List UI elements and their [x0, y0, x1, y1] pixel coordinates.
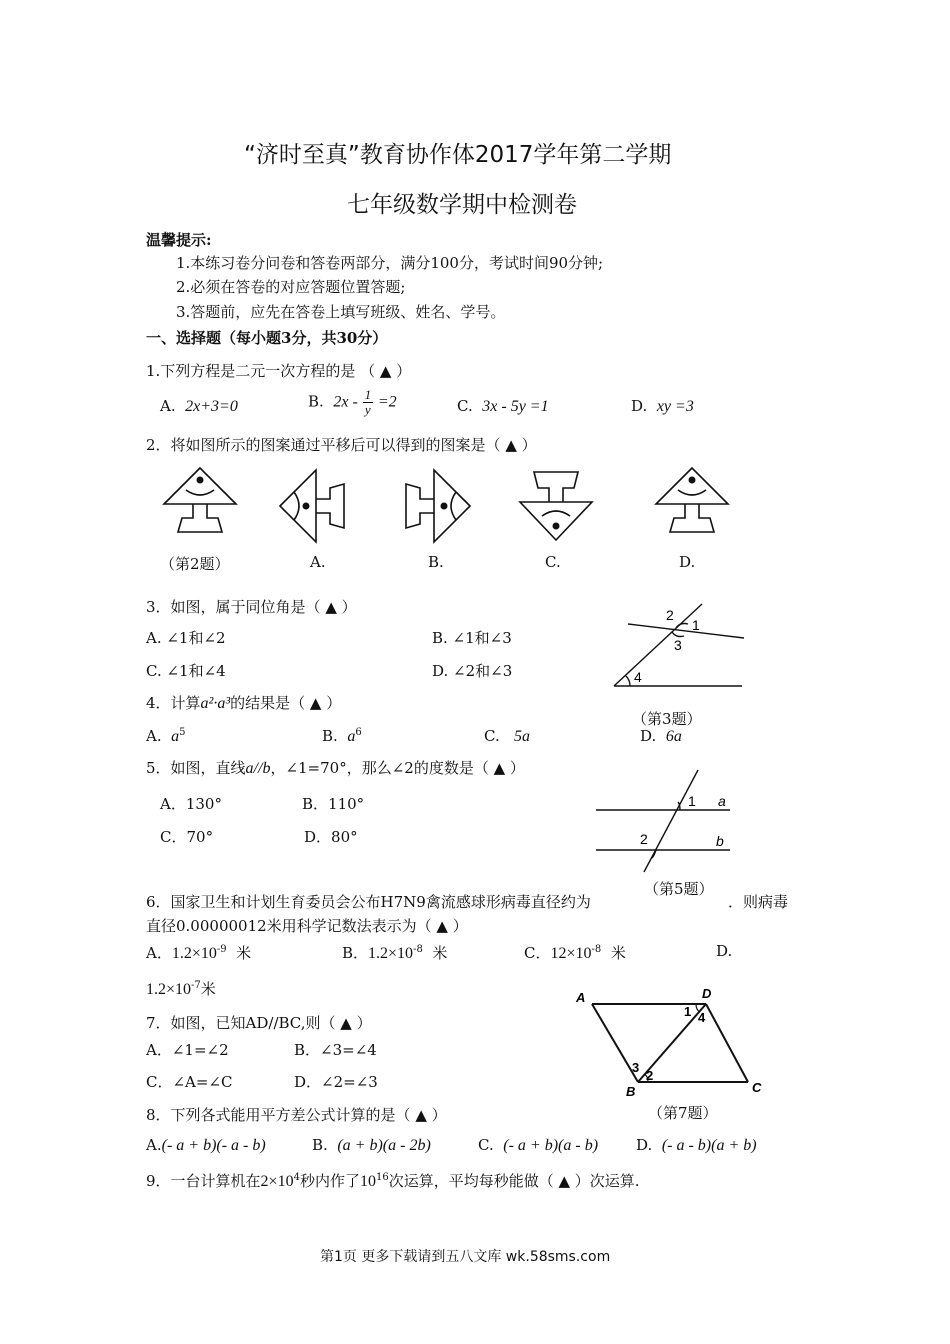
q3-stem: 3．如图，属于同位角是（ ▲ ）: [146, 598, 357, 616]
q9-stem-post: 次运算，平均每秒能做（ ▲ ）次运算.: [388, 1172, 640, 1190]
q7-fig-label-2: 2: [646, 1068, 654, 1083]
q2-caption-b: B.: [428, 553, 444, 571]
q1-a-math: 2x+3=0: [185, 398, 238, 415]
q9-stem-mid: 秒内作了: [299, 1172, 360, 1190]
q1-d-label: D.: [631, 397, 648, 415]
q2-figure-b: [400, 466, 472, 546]
q8-a-label: A.: [146, 1136, 162, 1154]
q1-option-c: [457, 397, 549, 416]
q8-c-label: C.: [478, 1136, 494, 1154]
q6-a-math: 1.2×10: [171, 945, 217, 962]
q6-option-d: [146, 978, 216, 999]
q4-a-base: a: [171, 728, 180, 745]
q4-d-math: 6a: [665, 728, 682, 745]
q3-figure: [610, 600, 750, 692]
q6-b-unit: 米: [432, 944, 448, 962]
q8-c-math: (- a + b)(a - b): [503, 1137, 599, 1154]
q3-option-a: A. ∠1和∠2: [146, 629, 226, 647]
q4-a-exp: 5: [179, 727, 186, 738]
q7-fig-label-4: 4: [698, 1010, 706, 1025]
q1-b-pre: 2x -: [333, 393, 358, 411]
q8-d-math: (- a - b)(a + b): [661, 1137, 757, 1154]
q1-b-fraction: [363, 388, 374, 417]
q6-option-d-label: D.: [716, 942, 733, 960]
q1-option-b: [308, 388, 397, 417]
q7-fig-label-D: D: [702, 986, 712, 1001]
q6-c-math: 12×10: [550, 945, 592, 962]
q5-option-c: C．70°: [160, 828, 214, 846]
q3-fig-label-3: 3: [674, 637, 682, 653]
q9-stem: [146, 1170, 640, 1191]
q1-option-a: [160, 397, 238, 416]
q2-figure-a: [278, 466, 350, 546]
q7-stem: 7．如图，已知AD//BC,则（ ▲ ）: [146, 1014, 372, 1032]
q7-caption: （第7题）: [648, 1104, 718, 1122]
q6-a-label: A．: [146, 944, 172, 962]
q7-option-b: B．∠3=∠4: [294, 1041, 377, 1059]
tips-label: 温馨提示:: [146, 231, 212, 249]
q5-fig-label-a: a: [718, 793, 726, 809]
exam-title-line2: 七年级数学期中检测卷: [347, 192, 577, 218]
q2-caption-c: C.: [545, 553, 561, 571]
q1-b-label: B.: [308, 392, 324, 411]
q4-d-label: D.: [640, 727, 657, 745]
tip-2: 2.必须在答卷的对应答题位置答题;: [176, 278, 406, 296]
q3-fig-label-4: 4: [634, 669, 642, 685]
tip-1: 1.本练习卷分问卷和答卷两部分，满分100分，考试时间90分钟;: [176, 254, 604, 272]
q2-caption-original: （第2题）: [160, 555, 230, 573]
q4-stem-math: a²·a³: [200, 695, 231, 712]
q9-math-1: 2×10: [260, 1173, 294, 1190]
q1-c-math: 3x - 5y =1: [482, 398, 549, 415]
q7-fig-label-B: B: [626, 1084, 636, 1099]
q8-a-math: (- a + b)(- a - b): [161, 1137, 266, 1154]
q1-b-post: =2: [377, 393, 397, 411]
q4-c-label: C.: [484, 727, 500, 745]
q3-option-d: D. ∠2和∠3: [432, 662, 513, 680]
q5-fig-label-2: 2: [640, 831, 648, 847]
q4-option-c: [484, 727, 530, 746]
q5-stem-pre: 5．如图，直线: [146, 759, 246, 777]
q6-option-c: [524, 942, 626, 963]
q1-option-d: [631, 397, 694, 416]
q6-c-exp: -8: [591, 944, 602, 955]
q6-b-math: 1.2×10: [368, 945, 414, 962]
q3-caption: （第3题）: [632, 710, 702, 728]
q4-stem-post: 的结果是（ ▲ ）: [230, 694, 342, 712]
q8-option-c: [478, 1136, 598, 1155]
q1-stem: 1.下列方程是二元一次方程的是 （ ▲ ）: [146, 362, 412, 380]
q4-b-label: B.: [322, 727, 338, 745]
q5-fig-label-b: b: [716, 833, 724, 849]
q6-a-exp: -9: [216, 944, 227, 955]
q2-figure-d: [652, 466, 732, 538]
q5-option-b: B．110°: [302, 795, 365, 813]
q6-c-label: C．: [524, 944, 551, 962]
q1-a-label: A.: [160, 397, 176, 415]
q6-a-unit: 米: [236, 944, 252, 962]
q9-math-2: 10: [359, 1173, 376, 1190]
q8-b-math: (a + b)(a - 2b): [337, 1137, 431, 1154]
q3-option-b: B. ∠1和∠3: [432, 629, 512, 647]
q4-option-a: [146, 727, 186, 746]
q5-stem: [146, 757, 525, 778]
q8-b-label: B.: [312, 1136, 328, 1154]
q6-line1: 6．国家卫生和计划生育委员会公布H7N9禽流感球形病毒直径约为: [146, 893, 591, 911]
q1-c-label: C.: [457, 397, 473, 415]
q8-stem: 8．下列各式能用平方差公式计算的是（ ▲ ）: [146, 1106, 447, 1124]
q4-stem: [146, 692, 341, 713]
q8-option-b: [312, 1136, 431, 1155]
q8-option-d: [636, 1136, 757, 1155]
q6-line2: 直径0.00000012米用科学记数法表示为（ ▲ ）: [146, 917, 468, 935]
q4-b-base: a: [347, 728, 356, 745]
q6-option-a: [146, 942, 251, 963]
q7-option-c: C．∠A=∠C: [146, 1073, 233, 1091]
q5-caption: （第5题）: [644, 880, 714, 898]
q4-stem-pre: 4．计算: [146, 694, 201, 712]
q5-stem-math: a//b: [245, 760, 271, 777]
q4-a-label: A.: [146, 727, 162, 745]
q9-math-1-exp: 4: [293, 1172, 300, 1183]
q6-option-b: [342, 942, 447, 963]
section-heading: 一、选择题（每小题3分，共30分）: [146, 329, 388, 347]
q1-b-denominator: y: [364, 402, 371, 417]
q4-option-d: [640, 727, 682, 746]
q7-fig-label-1: 1: [684, 1004, 692, 1019]
q6-d-math: 1.2×10: [146, 981, 192, 998]
q4-b-exp: 6: [355, 727, 362, 738]
q7-option-d: D．∠2=∠3: [294, 1073, 378, 1091]
q2-caption-a: A.: [310, 553, 326, 571]
q7-fig-label-A: A: [576, 990, 586, 1005]
q6-line1-end: ．则病毒: [728, 893, 789, 911]
q6-b-label: B．: [342, 944, 369, 962]
q6-b-exp: -8: [413, 944, 423, 955]
q5-fig-label-1: 1: [688, 793, 696, 809]
q7-option-a: A．∠1=∠2: [146, 1041, 229, 1059]
q4-c-math: 5a: [514, 728, 531, 745]
q1-d-math: xy =3: [656, 398, 694, 415]
q7-figure: [572, 986, 768, 1098]
q3-option-c: C. ∠1和∠4: [146, 662, 226, 680]
q5-stem-post: ，∠1=70°，那么∠2的度数是（ ▲ ）: [270, 759, 525, 777]
q2-stem: 2．将如图所示的图案通过平移后可以得到的图案是（ ▲ ）: [146, 436, 537, 454]
q6-c-unit: 米: [610, 944, 626, 962]
exam-title-line1: “济时至真”教育协作体2017学年第二学期: [244, 142, 672, 168]
q9-math-2-exp: 16: [375, 1172, 389, 1183]
q2-caption-d: D.: [679, 553, 696, 571]
q1-b-numerator: 1: [364, 387, 372, 402]
page-footer: 第1页 更多下载请到五八文库 wk.58sms.com: [320, 1249, 611, 1265]
q3-fig-label-2: 2: [666, 607, 674, 623]
q7-fig-label-C: C: [752, 1080, 762, 1095]
q5-option-d: D．80°: [304, 828, 358, 846]
q8-d-label: D.: [636, 1136, 653, 1154]
q6-d-exp: -7: [191, 980, 201, 991]
q6-d-unit: 米: [200, 980, 216, 998]
q3-fig-label-1: 1: [692, 617, 700, 633]
q8-option-a: [146, 1136, 266, 1155]
q5-option-a: A．130°: [160, 795, 222, 813]
tip-3: 3.答题前，应先在答卷上填写班级、姓名、学号。: [176, 303, 506, 321]
q2-figure-c: [516, 466, 596, 542]
q5-figure: [592, 766, 738, 876]
q4-option-b: [322, 727, 362, 746]
q2-figure-original: [160, 466, 240, 538]
q9-stem-pre: 9．一台计算机在: [146, 1172, 261, 1190]
q7-fig-label-3: 3: [632, 1060, 640, 1075]
